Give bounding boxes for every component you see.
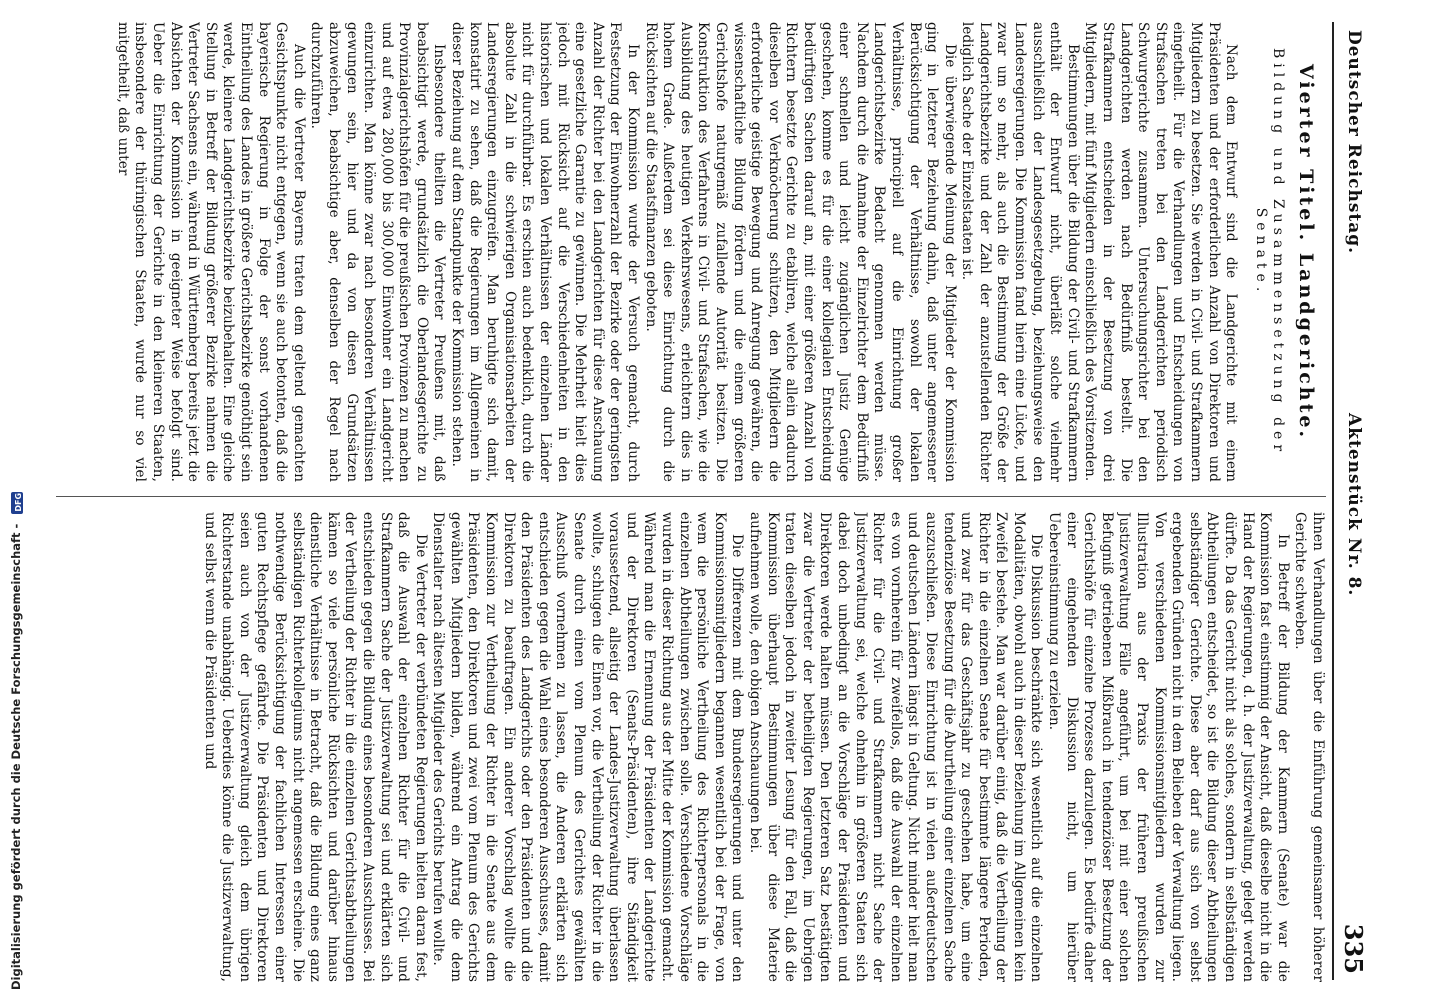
paragraph: In Betreff der Bildung der Kammern (Senate) war die Kommission fast einstimmig der Ansicht, daß dieselbe nicht in die Hand der Regierungen, d. h. der Justizverwaltung, gelegt werden dürfte. Da das Gericht nicht als solches, sondern in selbständigen Abtheilungen entscheidet, so ist die Bildung dieser Abtheilungen selbständiger Gerichte. Diese aber darf aus sich von selbst ergebenden Gründen nicht in dem Belieben der Verwaltung liegen. Von verschiedenen Kommissionsmitgliedern wurden zur Illustration aus der Praxis der früheren preußischen Justizverwaltung Fälle angeführt, um bei mit einer solchen Befugniß getriebenen Mißbrauch in tendenziöser Besetzung der Gerichtshöfe für einzelne Prozesse darzulegen. Es bedürfe daher einer eingehenden Diskussion nicht, um hierüber Uebereinstimmung zu erzielen.	[1046, 512, 1291, 982]
running-header	[1334, 28, 1370, 978]
dfg-logo-icon	[11, 492, 23, 514]
section-subtitle: Bildung und Zusammensetzung der Senate.	[1252, 47, 1287, 457]
paragraph: Bestimmungen über die Bildung der Civil- und Strafkammern enthält der Entwurf nicht, überläßt solche vielmehr ausschließlich der Landesgesetzgebung, beziehungsweise den Landesregierungen. Die Kommission fand hierin eine Lücke, und zwar um so mehr, als auch die Bestimmung der Größe der Landgerichtsbezirke und der Zahl der anzustellenden Richter lediglich Sache der Einzelstaaten ist.	[959, 22, 1081, 482]
paragraph: Die überwiegende Meinung der Mitglieder der Kommission ging in letzterer Beziehung dahin, daß unter angemessener Berücksichtigung der Verhältnisse, sowohl der lokalen Verhältnisse, principiell auf die Einrichtung großer Landgerichtsbezirke Bedacht genommen werden müsse. Nachdem durch die Annahme der Einzelrichter dem Bedürfniß einer schnellen und leicht zugänglichen Justiz Genüge geschehen, komme es für die einer kollegialen Entscheidung bedürftigen Sachen darauf an, mit einer größeren Anzahl von Richtern besetzte Gerichte zu etabliren, welche allein dadurch dieselben vor Verknöcherung schützen, den Mitgliedern die erforderliche geistige Bewegung und Anregung gewähren, die wissenschaftliche Bildung fördern und die einem größeren Gerichtshofe naturgemäß zufallende Autorität besitzen. Die Konstruktion des Verfahrens in Civil- und Strafsachen, wie die Ausbildung des heutigen Verkehrswesens, erleichtern dies in hohem Grade. Außerdem sei diese Einrichtung durch die Rücksichten auf die Staatsfinanzen geboten.	[642, 22, 958, 482]
digitization-credit	[1, 0, 31, 1000]
right-column	[52, 512, 1326, 982]
header-rule	[1332, 22, 1334, 980]
paragraph: ihnen Verhandlungen über die Einführung gemeinsamer höherer Gerichte schweben.	[1292, 512, 1326, 982]
header-document-number: Aktenstück Nr. 8.	[1344, 413, 1364, 597]
section-title: Vierter Titel. Landgerichte.	[1295, 63, 1317, 441]
dfg-logo-text: DFG	[13, 492, 23, 512]
rotated-document-page	[42, 0, 1372, 1000]
paragraph: Die Differenzen mit dem Bundesregierungen und unter den Kommissionsmitgliedern begannen wesentlich bei der Frage, von wem die persönliche Vertheilung des Richterpersonals in die einzelnen Abtheilungen zwischen solle. Verschiedene Vorschläge wurden in dieser Richtung aus der Mitte der Kommission gemacht. Während man die Ernennung der Präsidenten der Landgerichte und der Direktoren (Senats-Präsidenten), ihre Ständigkeit voraussetzend, allseitig der Landes-Justizverwaltung überlassen wollte, schlugen die Einen vor, die Vertheilung der Richter in die Senate durch einen vom Plenum des Gerichtes gewählten Ausschuß vornehmen zu lassen, die Anderen erklärten sich entschieden gegen die Wahl eines besonderen Ausschusses, damit den Präsidenten des Landgerichts oder den Präsidenten und die Direktoren zu beauftragen. Ein anderer Vorschlag wollte die Kommission zur Vertheilung der Richter in die Senate aus dem Präsidenten, den Direktoren und zwei vom Plenum des Gerichts gewählten Mitgliedern bilden, während ein Antrag die dem Dienstalter nach ältesten Mitglieder des Gerichts berufen wollte.	[430, 512, 746, 982]
page-number: 335	[1339, 923, 1368, 974]
paragraph: In der Kommission wurde der Versuch gemacht, durch Festsetzung der Einwohnerzahl der Bezirke oder der geringsten Anzahl der Richter bei den Landgerichten für diese Anschauung eine gesetzliche Garantie zu gewinnen. Die Mehrheit hielt dies jedoch mit Rücksicht auf die Verschiedenheiten in den historischen und lokalen Verhältnissen der einzelnen Länder nicht für durchführbar. Es erschien auch bedenklich, durch die absolute Zahl in die schwierigen Organisationsarbeiten der Landesregierungen einzugreifen. Man beruhigte sich damit, konstatirt zu sehen, daß die Regierungen im Allgemeinen in dieser Beziehung auf dem Standpunkte der Kommission stehen.	[449, 22, 642, 482]
left-column	[52, 22, 1326, 482]
paragraph: Insbesondere theilten die Vertreter Preußens mit, daß beabsichtigt werde, grundsätzlich die Oberlandesgerichte zu Provinzialgerichtshöfen für die preußischen Provinzen zu machen und auf etwa 280,000 bis 300,000 Einwohner ein Landgericht einzurichten. Man könne zwar nach besonderen Verhältnissen gewungen sein, hier und da von diesen Grundsätzen abzuweichen, beabsichtige aber, denselben der Regel nach durchzuführen.	[308, 22, 448, 482]
header-publication: Deutscher Reichstag.	[1344, 30, 1364, 255]
paragraph: Die Diskussion beschränkte sich wesentlich auf die einzelnen Modalitäten, obwohl auch in dieser Beziehung im Allgemeinen kein Zweifel bestehe. Man war darüber einig, daß die Vertheilung der Richter in die einzelnen Senate für bestimmte längere Perioden, und zwar für das Geschäftsjahr zu geschehen habe, um eine tendenziöse Besetzung für die Aburtheilung einer einzelnen Sache auszuschließen. Diese Einrichtung ist in vielen außerdeutschen und deutschen Ländern längst in Geltung. Nicht minder hielt man es von vornherein für zweifellos, daß die Auswahl der einzelnen Richter für die Civil- und Strafkammern nicht Sache der Justizverwaltung sei, welche ohnehin in größeren Staaten sich dabei doch unbedingt an die Vorschläge der Präsidenten und Direktoren werde halten müssen. Den letzteren Satz bestätigten zwar die Vertreter der betheiligten Regierungen, im Uebrigen traten dieselben jedoch in zweiter Lesung für den Fall, daß die Kommission überhaupt Bestimmungen über diese Materie aufnehmen wolle, den obigen Anschauungen bei.	[747, 512, 1045, 982]
paragraph: Die Vertreter der verbündeten Regierungen hielten daran fest, daß die Auswahl der einzelnen Richter für die Civil- und Strafkammern Sache der Justizverwaltung sei und erklärten sich entschieden gegen die Bildung eines besonderen Ausschusses. Bei der Vertheilung der Richter in die einzelnen Gerichtsabtheilungen kämen so viele persönliche Rücksichten und darüber hinaus dienstliche Verhältnisse in Betracht, daß die Bildung eines ganz selbständigen Richterkollegiums nicht angemessen erscheine. Die nothwendige Berücksichtigung der fachlichen Interessen einer guten Rechtspflege gefährde. Die Präsidenten und Direktoren seien auch von der Justizverwaltung gleich dem übrigen Richterstande unabhängig. Ueberdies könne die Justizverwaltung, und selbst wenn die Präsidenten und	[201, 512, 429, 982]
paragraph: Auch die Vertreter Bayerns traten dem geltend gemachten Gesichtspunkte nicht entgegen, wenn sie auch betonten, daß die bayerische Regierung in Folge der sonst vorhandenen Eintheilung des Landes in größere Gerichtsbezirke genöthigt sein werde, kleinere Landgerichtsbezirke beizubehalten. Eine gleiche Stellung in Betreff der Bildung größerer Bezirke nahmen die Vertreter Sachsens ein, während in Württemberg bereits jetzt die Absichten der Kommission in geeigneter Weise befolgt sind. Ueber die Einrichtung der Gerichte in den kleineren Staaten, insbesondere der thüringischen Staaten, wurde nur so viel mitgetheilt, daß unter	[114, 22, 307, 482]
credit-text: Digitalisierung gefördert durch die Deutsche Forschungsgemeinschaft -	[9, 523, 23, 990]
paragraph: Nach dem Entwurf sind die Landgerichte mit einem Präsidenten und der erforderlichen Anzahl von Direktoren und Mitgliedern zu besetzen. Sie werden in Civil- und Strafkammern eingetheilt. Für die Verhandlungen und Entscheidungen von Strafsachen treten bei den Landgerichten periodisch Schwurgerichte zusammen. Untersuchungsrichter bei den Landgerichten werden nach Bedürfniß bestellt. Die Strafkammern entscheiden in der Besetzung von drei Mitgliedern, mit fünf Mitgliedern einschließlich des Vorsitzenden.	[1082, 22, 1240, 482]
column-divider	[56, 496, 1326, 497]
